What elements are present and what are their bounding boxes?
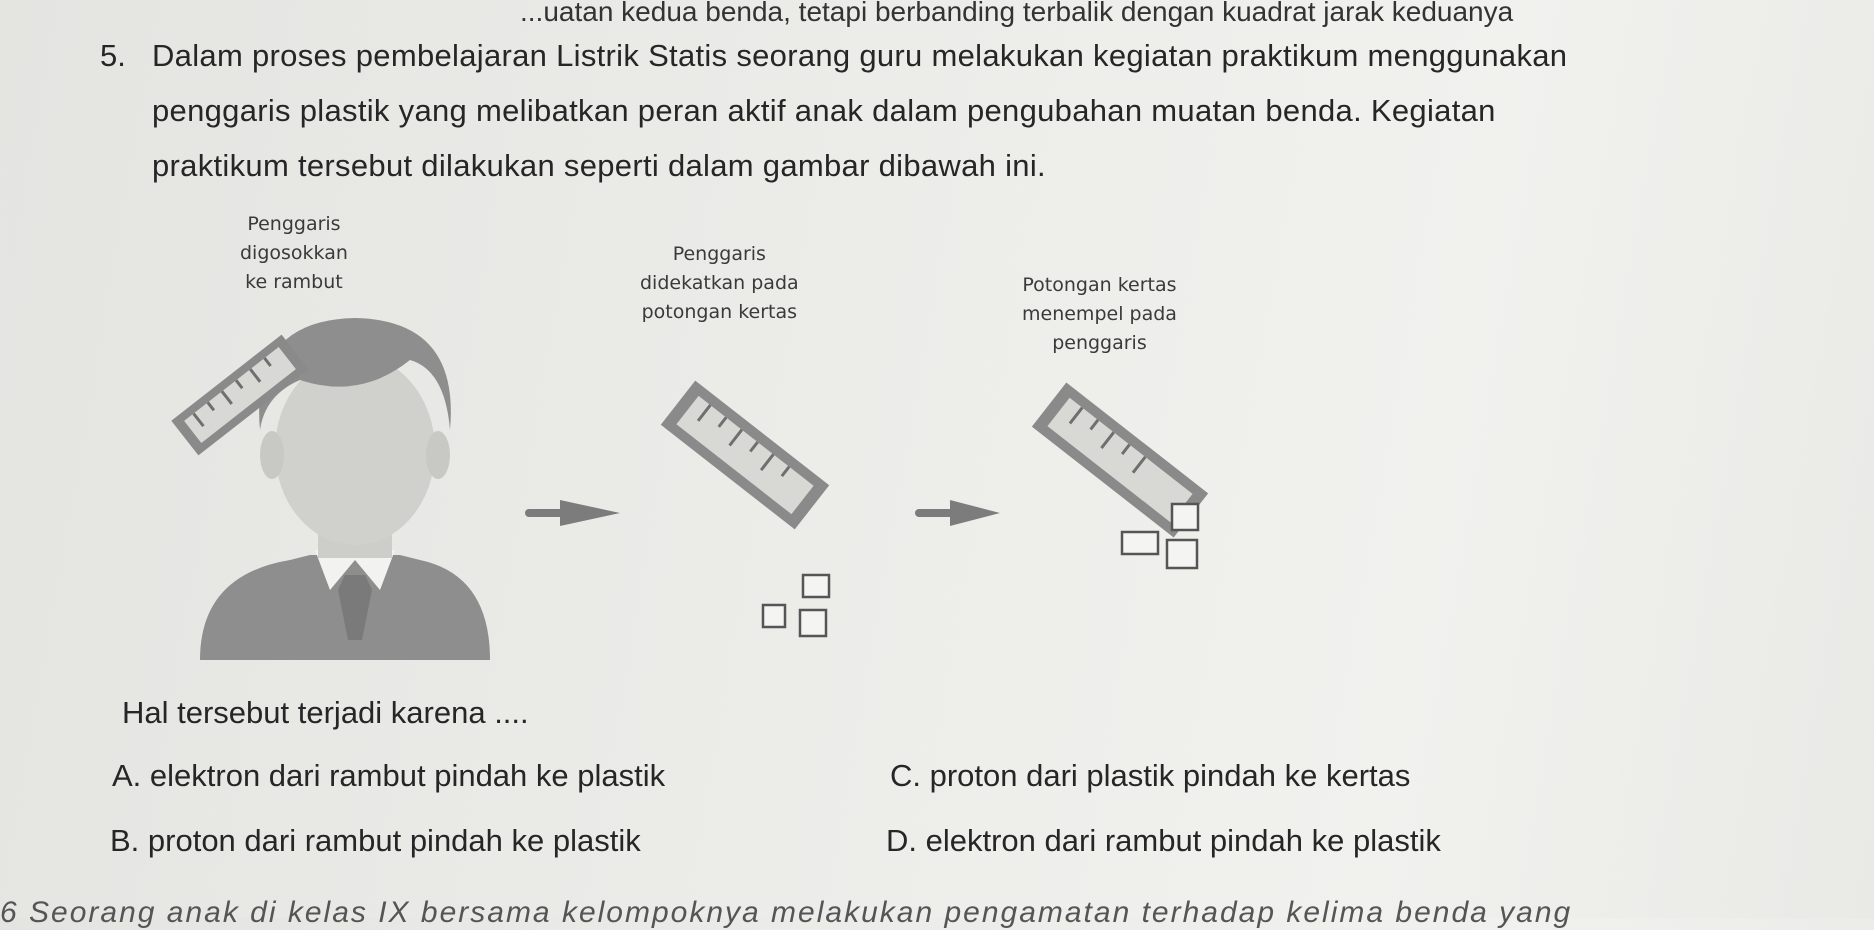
figure-label-2: Penggaris didekatkan pada potongan kertas bbox=[640, 243, 799, 323]
arrow-2 bbox=[915, 500, 1000, 526]
figure-label-1: Penggaris digosokkan ke rambut bbox=[240, 213, 348, 293]
choice-c[interactable]: C. proton dari plastik pindah ke kertas bbox=[890, 758, 1411, 793]
question-line-1: Dalam proses pembelajaran Listrik Statis seorang guru melakukan kegiatan praktikum menggunakan bbox=[152, 38, 1568, 73]
question-prompt: Hal tersebut terjadi karena .... bbox=[122, 695, 529, 730]
question-number: 5. bbox=[100, 38, 126, 73]
choice-a[interactable]: A. elektron dari rambut pindah ke plastik bbox=[112, 758, 666, 793]
choice-d[interactable]: D. elektron dari rambut pindah ke plastik bbox=[886, 823, 1441, 858]
choice-b[interactable]: B. proton dari rambut pindah ke plastik bbox=[110, 823, 641, 858]
next-question-fragment: 6 Seorang anak di kelas IX bersama kelompoknya melakukan pengamatan terhadap kelima benda yang bbox=[0, 896, 1573, 929]
previous-question-fragment: ...uatan kedua benda, tetapi berbanding terbalik dengan kuadrat jarak keduanya bbox=[520, 0, 1514, 27]
arrow-1 bbox=[525, 500, 620, 526]
ruler-near-paper bbox=[661, 381, 829, 530]
figure-label-3: Potongan kertas menempel pada penggaris bbox=[1022, 274, 1177, 354]
question-line-2: penggaris plastik yang melibatkan peran aktif anak dalam pengubahan muatan benda. Kegiatan bbox=[152, 93, 1496, 128]
paper-pieces-scattered bbox=[763, 575, 829, 636]
question-line-3: praktikum tersebut dilakukan seperti dalam gambar dibawah ini. bbox=[152, 148, 1046, 183]
